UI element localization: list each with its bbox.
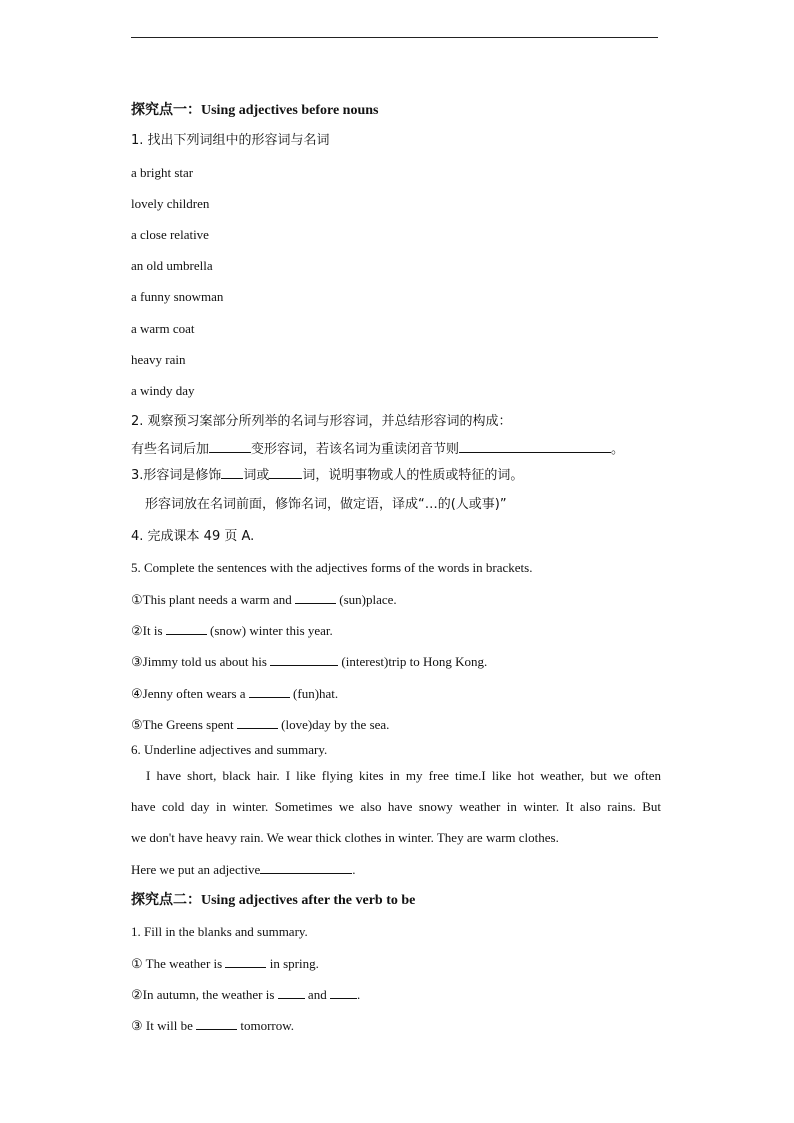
q5-item-text: ④Jenny often wears a [131,686,249,701]
section1-heading [131,102,378,119]
section2-item-text: tomorrow. [237,1018,295,1033]
q2-text-a: 有些名词后加 [131,442,210,457]
answer-blank[interactable] [295,591,336,604]
answer-blank[interactable] [221,466,243,479]
section2-item-text: ① The weather is [131,956,226,971]
summary-text: . [352,862,356,877]
section2-item-text: . [356,987,361,1002]
phrase-item: a funny snowman [131,289,224,304]
section1-q6: 6. Underline adjectives and summary. [131,742,328,757]
answer-blank[interactable] [166,622,207,635]
answer-blank[interactable] [330,986,357,999]
section1-q3 [131,466,523,484]
answer-blank[interactable] [249,685,290,698]
answer-blank[interactable] [260,861,352,874]
q3-text-a: 3.形容词是修饰 [131,468,222,483]
section1-q2: 2. 观察预习案部分所列举的名词与形容词，并总结形容词的构成： [131,414,512,429]
section2-heading-en: Using adjectives after the verb to be [201,893,416,908]
passage-line: I have short, black hair. I like flying kites in my free time.I like hot weather, but we often [146,768,661,783]
section2-item [131,1017,294,1034]
phrase-item: a warm coat [131,321,195,336]
q5-item [131,591,397,608]
q5-item [131,622,333,639]
q5-item [131,716,389,733]
answer-blank[interactable] [209,440,251,453]
answer-blank[interactable] [269,466,302,479]
section1-q2-fill [131,440,624,458]
section1-heading-en: Using adjectives before nouns [201,103,379,118]
q5-item-text: (sun)place. [336,592,397,607]
answer-blank[interactable] [196,1017,237,1030]
passage-line: have cold day in winter. Sometimes we also have snowy weather in winter. It also rains. But [131,799,661,814]
section1-q5: 5. Complete the sentences with the adjectives forms of the words in brackets. [131,560,533,575]
section2-heading-cn: 探究点二： [131,892,201,908]
section1-q1: 1. 找出下列词组中的形容词与名词 [131,133,330,148]
section2-heading [131,892,415,909]
q5-item-text: ⑤The Greens spent [131,717,237,732]
phrase-item: an old umbrella [131,258,213,273]
q5-item [131,685,338,702]
section1-heading-cn: 探究点一： [131,102,201,118]
answer-blank[interactable] [270,653,338,666]
phrase-item: a windy day [131,383,195,398]
q3-text-b: 词或 [243,468,270,483]
section2-item-text: ②In autumn, the weather is [131,987,278,1002]
passage-line: we don't have heavy rain. We wear thick clothes in winter. They are warm clothes. [131,830,559,845]
header-rule [131,37,658,38]
q5-item-text: ③Jimmy told us about his [131,654,271,669]
q5-item [131,653,487,670]
q2-text-c: 。 [611,442,625,457]
q5-item-text: (fun)hat. [289,686,339,701]
answer-blank[interactable] [225,955,266,968]
phrase-item: a bright star [131,165,194,180]
summary-text: Here we put an adjective [131,862,261,877]
section1-q4: 4. 完成课本 49 页 A. [131,529,255,544]
q5-item-text: (snow) winter this year. [206,623,333,638]
answer-blank[interactable] [278,986,305,999]
section2-q1: 1. Fill in the blanks and summary. [131,924,308,939]
section2-item-text: and [304,987,330,1002]
answer-blank[interactable] [237,716,278,729]
phrase-item: lovely children [131,196,210,211]
q5-item-text: ②It is [131,623,166,638]
section1-q3-note: 形容词放在名词前面，修饰名词，做定语，译成“…的(人或事)” [145,497,507,512]
q5-item-text: (love)day by the sea. [277,717,390,732]
section2-item-text: ③ It will be [131,1018,197,1033]
phrase-item: heavy rain [131,352,186,367]
q5-item-text: ①This plant needs a warm and [131,592,295,607]
answer-blank[interactable] [459,440,611,453]
section2-item [131,955,319,972]
section1-summary [131,861,355,878]
section2-item [131,986,360,1003]
section2-item-text: in spring. [266,956,319,971]
q3-text-c: 词，说明事物或人的性质或特征的词。 [302,468,524,483]
q5-item-text: (interest)trip to Hong Kong. [338,654,488,669]
phrase-item: a close relative [131,227,209,242]
q2-text-b: 变形容词，若该名词为重读闭音节则 [251,442,460,457]
